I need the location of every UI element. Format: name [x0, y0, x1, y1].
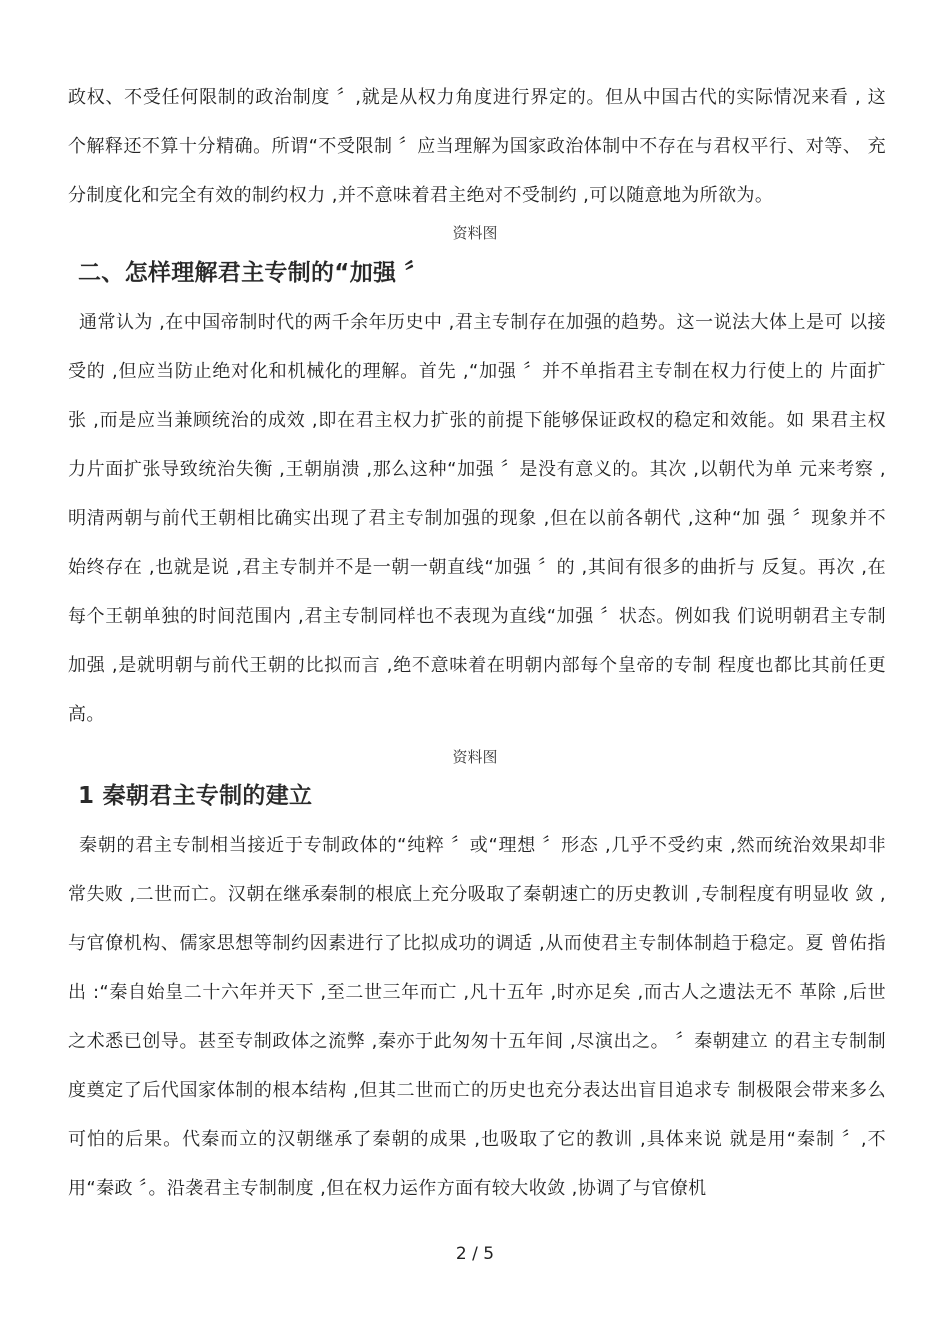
paragraph-section2: 通常认为 ,在中国帝制时代的两千余年历史中 ,君主专制存在加强的趋势。这一说法大体上是可 以接受的 ,但应当防止绝对化和机械化的理解。首先 ,“加强 〞并不单指君主专制在权力行使上的 片面扩张 ,而是应当兼顾统治的成效 ,即在君主权力扩张的前提下能够保证政权的稳定和效能。如 果君主权力片面扩张导致统治失衡 ,王朝崩溃 ,那么这种“加强 〞是没有意义的。其次 ,以朝代为单 元来考察 ,明清两朝与前代王朝相比确实出现了君主专制加强的现象 ,但在以前各朝代 ,这种“加 强 〞现象并不始终存在 ,也就是说 ,君主专制并不是一朝一朝直线“加强 〞的 ,其间有很多的曲折与 反复。再次 ,在每个王朝单独的时间范围内 ,君主专制同样也不表现为直线“加强 〞状态。例如我 们说明朝君主专制加强 ,是就明朝与前代王朝的比拟而言 ,绝不意味着在明朝内部每个皇帝的专制 程度也都比其前任更高。 — [68, 312, 886, 725]
paragraph-section3: 秦朝的君主专制相当接近于专制政体的“纯粹 〞或“理想 〞形态 ,几乎不受约束 ,然而统治效果却非 常失败 ,二世而亡。汉朝在继承秦制的根底上充分吸取了秦朝速亡的历史教训 ,专制程度有明显收 敛 ,与官僚机构、儒家思想等制约因素进行了比拟成功的调适 ,从而使君主专制体制趋于稳定。夏 曾佑指出 :“秦自始皇二十六年并天下 ,至二世三年而亡 ,凡十五年 ,时亦足矣 ,而古人之遗法无不 革除 ,后世之术悉已创导。甚至专制政体之流弊 ,秦亦于此匆匆十五年间 ,尽演出之。 〞秦朝建立 的君主专制制度奠定了后代国家体制的根本结构 ,但其二世而亡的历史也充分表达出盲目追求专 制极限会带来多么可怕的后果。代秦而立的汉朝继承了秦朝的成果 ,也吸取了它的教训 ,具体来说 就是用“秦制 〞,不用“秦政 〞。沿袭君主专制制度 ,但在权力运作方面有较大收敛 ,协调了与官僚机 — [68, 835, 886, 1199]
page-number: 2 / 5 — [455, 1244, 495, 1264]
image-caption: 资料图 — [452, 748, 498, 766]
section-heading: 二、怎样理解君主专制的“加强 〞 — [78, 260, 428, 286]
section-heading: 1 秦朝君主专制的建立 — [78, 783, 313, 809]
paragraph-intro: 政权、不受任何限制的政治制度 〞,就是从权力角度进行界定的。但从中国古代的实际情况来看 , 这个解释还不算十分精确。所谓“不受限制 〞应当理解为国家政治体制中不存在与君权平行、对等、 充分制度化和完全有效的制约权力 ,并不意味着君主绝对不受制约 ,可以随意地为所欲为。 — [68, 87, 886, 206]
image-caption: 资料图 — [452, 224, 498, 242]
